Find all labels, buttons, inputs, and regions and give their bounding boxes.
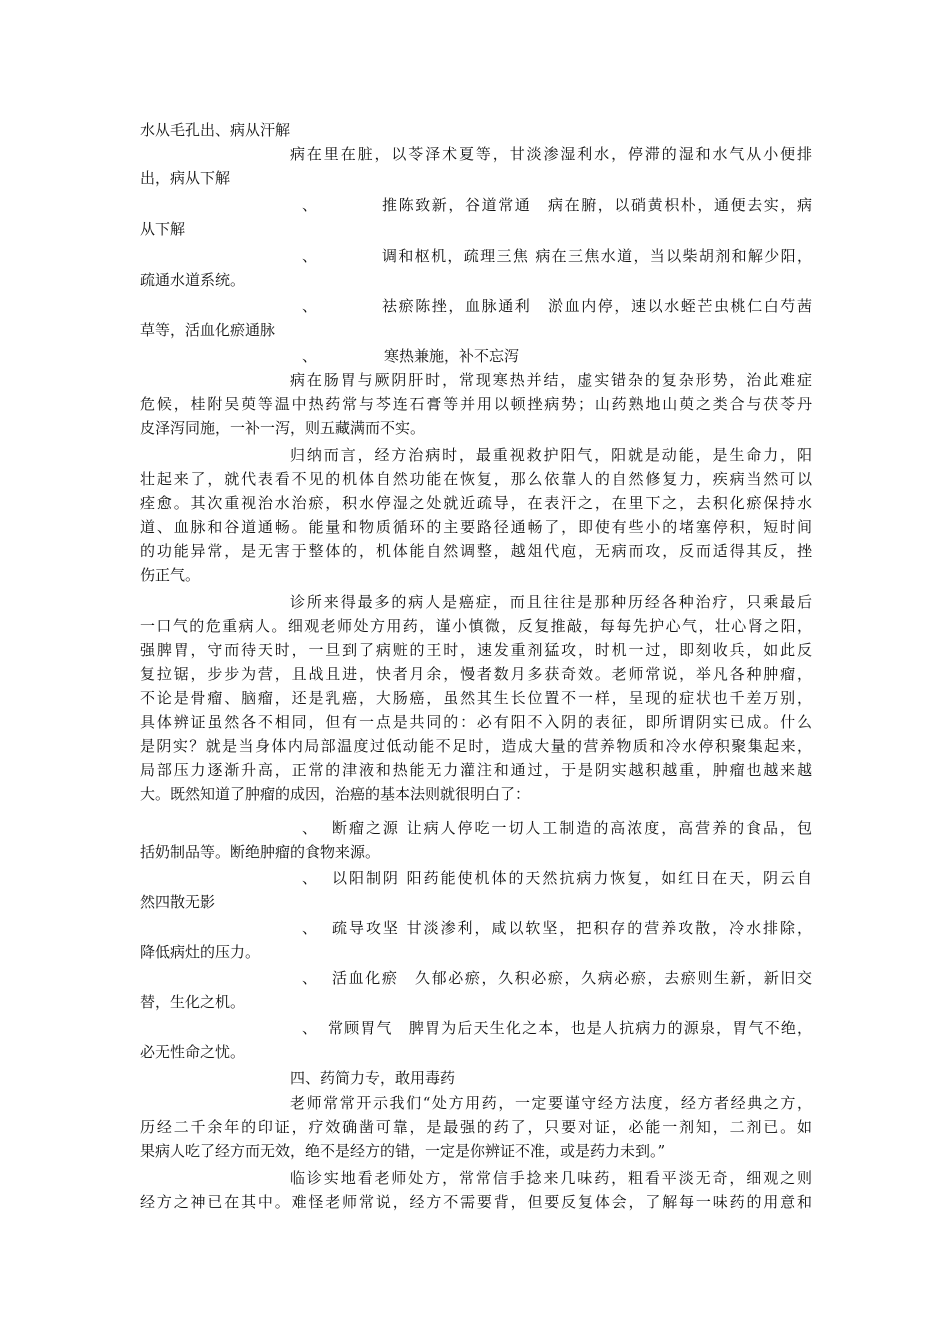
list-marker: 、 bbox=[302, 1019, 318, 1037]
list-marker: 、 bbox=[302, 919, 318, 937]
list-marker: 、 bbox=[302, 347, 318, 365]
text-line: 调和枢机，疏理三焦 病在三焦水道，当以柴胡剂和解少阳， bbox=[382, 247, 812, 265]
text-line: 的功能异常，是无害于整体的，机体能自然调整，越俎代庖，无病而攻，反而适得其反，挫 bbox=[140, 542, 812, 560]
text-line: 疏通水道系统。 bbox=[140, 271, 246, 289]
text-line: 疏导攻坚 甘淡渗利，咸以软坚，把积存的营养攻散，冷水排除， bbox=[332, 919, 812, 937]
text-line: 皮泽泻同施，一补一泻，则五藏满而不实。 bbox=[140, 419, 426, 437]
list-marker: 、 bbox=[302, 869, 318, 887]
text-line: 痊愈。其次重视治水治瘀，积水停湿之处就近疏导，在表汗之，在里下之，去积化瘀保持水 bbox=[140, 494, 812, 512]
text-line: 临诊实地看老师处方，常常信手捻来几味药，粗看平淡无奇，细观之则 bbox=[290, 1169, 812, 1187]
text-line: 祛瘀陈挫，血脉通利 淤血内停，速以水蛭芒虫桃仁白芍茜 bbox=[382, 297, 812, 315]
text-line: 历经二千余年的印证，疗效确凿可靠，是最强的药了，只要对证，必能一剂知，二剂已。如 bbox=[140, 1118, 812, 1136]
text-line: 断瘤之源 让病人停吃一切人工制造的高浓度，高营养的食品，包 bbox=[332, 819, 812, 837]
text-line: 壮起来了，就代表看不见的机体自然功能在恢复，那么依靠人的自然修复力，疾病当然可以 bbox=[140, 470, 812, 488]
text-line: 危候，桂附吴萸等温中热药常与芩连石膏等并用以顿挫病势；山药熟地山萸之类合与茯苓丹 bbox=[140, 395, 812, 413]
list-marker: 、 bbox=[302, 297, 318, 315]
list-marker: 、 bbox=[302, 196, 318, 214]
text-line: 局部压力逐渐升高，正常的津液和热能无力灌注和通过，于是阴实越积越重，肿瘤也越来越 bbox=[140, 761, 812, 779]
section-heading: 四、药简力专，敢用毒药 bbox=[290, 1069, 456, 1087]
text-line: 必无性命之忧。 bbox=[140, 1043, 246, 1061]
text-line: 经方之神已在其中。难怪老师常说，经方不需要背，但要反复体会，了解每一味药的用意和 bbox=[140, 1193, 812, 1211]
text-line: 出，病从下解 bbox=[140, 169, 231, 187]
text-line: 果病人吃了经方而无效，绝不是经方的错，一定是你辨证不准，或是药力未到。” bbox=[140, 1142, 666, 1160]
text-line: 是阴实？就是当身体内局部温度过低动能不足时，造成大量的营养物质和冷水停积聚集起来， bbox=[140, 737, 812, 755]
text-line: 以阳制阴 阳药能使机体的天然抗病力恢复，如红日在天，阴云自 bbox=[332, 869, 812, 887]
text-line: 然四散无影 bbox=[140, 893, 216, 911]
text-line: 草等，活血化瘀通脉 bbox=[140, 321, 276, 339]
text-line: 寒热兼施，补不忘泻 bbox=[384, 347, 520, 365]
text-line: 道、血脉和谷道通畅。能量和物质循环的主要路径通畅了，即使有些小的堵塞停积，短时间 bbox=[140, 518, 812, 536]
list-marker: 、 bbox=[302, 247, 318, 265]
list-marker: 、 bbox=[302, 819, 318, 837]
text-line: 复拉锯，步步为营，且战且进，快者月余，慢者数月多获奇效。老师常说，举凡各种肿瘤， bbox=[140, 665, 812, 683]
text-line: 强脾胃，守而待天时，一旦到了病赃的王时，速发重剂猛攻，时机一过，即刻收兵，如此反 bbox=[140, 641, 812, 659]
text-line: 替，生化之机。 bbox=[140, 993, 246, 1011]
text-line: 活血化瘀 久郁必瘀，久积必瘀，久病必瘀，去瘀则生新，新旧交 bbox=[332, 969, 812, 987]
text-line: 推陈致新，谷道常通 病在腑，以硝黄枳朴，通便去实，病 bbox=[382, 196, 812, 214]
list-marker: 、 bbox=[302, 969, 318, 987]
text-line: 伤正气。 bbox=[140, 566, 201, 584]
text-line: 大。既然知道了肿瘤的成因，治癌的基本法则就很明白了： bbox=[140, 785, 531, 803]
text-line: 括奶制品等。断绝肿瘤的食物来源。 bbox=[140, 843, 381, 861]
text-line: 降低病灶的压力。 bbox=[140, 943, 261, 961]
text-line: 一口气的危重病人。细观老师处方用药，谨小慎微，反复推敲，每每先护心气，壮心肾之阳， bbox=[140, 617, 812, 635]
text-line: 具体辨证虽然各不相同，但有一点是共同的：必有阳不入阴的表征，即所谓阴实已成。什么 bbox=[140, 713, 812, 731]
text-line: 病在里在脏，以苓泽术夏等，甘淡渗湿利水，停滞的湿和水气从小便排 bbox=[290, 145, 812, 163]
text-line: 归纳而言，经方治病时，最重视救护阳气，阳就是动能，是生命力，阳 bbox=[290, 446, 812, 464]
text-line: 水从毛孔出、病从汗解 bbox=[140, 121, 291, 139]
text-line: 从下解 bbox=[140, 220, 186, 238]
text-line: 不论是骨瘤、脑瘤，还是乳癌，大肠癌，虽然其生长位置不一样，呈现的症状也千差万别， bbox=[140, 689, 812, 707]
text-line: 老师常常开示我们“处方用药，一定要谨守经方法度，经方者经典之方， bbox=[290, 1094, 812, 1112]
text-line: 诊所来得最多的病人是癌症，而且往往是那种历经各种治疗，只乘最后 bbox=[290, 593, 812, 611]
text-line: 常顾胃气 脾胃为后天生化之本，也是人抗病力的源泉，胃气不绝， bbox=[328, 1019, 812, 1037]
text-line: 病在肠胃与厥阴肝时，常现寒热并结，虚实错杂的复杂形势，治此难症 bbox=[290, 371, 812, 389]
